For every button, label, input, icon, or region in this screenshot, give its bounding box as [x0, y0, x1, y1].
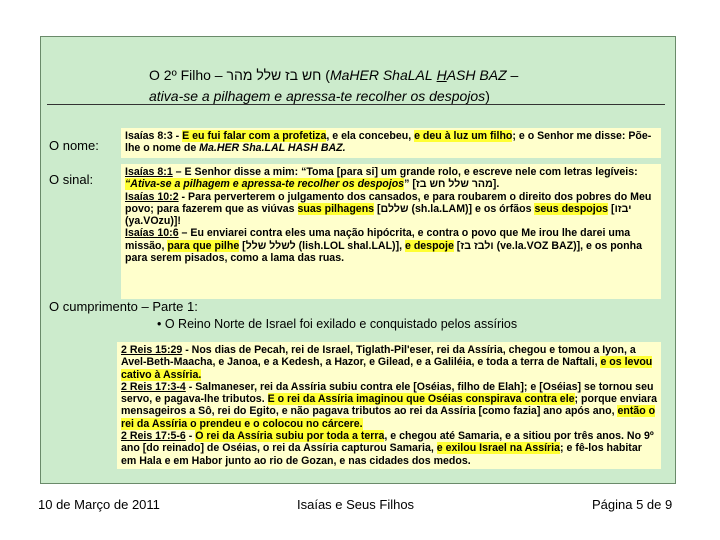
cumprimento-bullet: • O Reino Norte de Israel foi exilado e conquistado pelos assírios — [157, 317, 518, 331]
title-hebrew: חש בז שלל מהר — [226, 67, 322, 83]
verse-2-reis-17-3: 2 Reis 17:3-4 - Salmaneser, rei da Assíria subiu contra ele [Oséias, filho de Elah]; e [Oséias] se tornou seu servo, e pagava-lhe tributos. E o rei da Assíria imaginou que Oséias conspirava contra ele; porque enviara mensageiros a Sô, rei do Egito, e não pagava tributos ao rei da Assíria [como fazia] ano após ano, então o rei da Assíria o prendeu e o colocou no cárcere. — [121, 380, 657, 430]
label-cumprimento: O cumprimento – Parte 1: — [49, 299, 198, 314]
verse-isaias-8-1: Isaías 8:1 – E Senhor disse a mim: “Toma [para si] um grande rolo, e escreve nele com letras legíveis: “Ativa-se a pilhagem e apressa-te recolher os despojos” [מהר שלל חש בז]. — [125, 166, 638, 191]
title-prefix: O 2º Filho – — [149, 67, 227, 83]
slide-frame — [40, 36, 676, 484]
verse-box-cumprimento — [117, 342, 661, 469]
title-paren: ( — [321, 67, 330, 83]
verse-2-reis-15-29: 2 Reis 15:29 - Nos dias de Pecah, rei de Israel, Tiglath-Pil'eser, rei da Assíria, chegou e tomou a Iyon, a Avel-Beth-Maacha, e Janoa, e a Kedesh, a Hazor, e Gilead, e a Galiléia, e toda a terra de Naftali, e os levou cativo à Assíria. — [121, 344, 653, 381]
title-dash: – — [506, 67, 519, 83]
label-sinal: O sinal: — [49, 172, 94, 187]
verse-box-nome: Isaías 8:3 - E eu fui falar com a profetiza, e ela concebeu, e deu à luz um filho; e o Senhor me disse: Põe-lhe o nome de Ma.HER Sha.LAL HASH BAZ. — [121, 128, 661, 158]
footer-page: Página 5 de 9 — [592, 497, 673, 512]
slide-title — [149, 65, 669, 107]
title-transliteration: MaHER ShaLAL HASH BAZ — [329, 67, 507, 83]
title-meaning: ativa-se a pilhagem e apressa-te recolher os despojos — [149, 88, 486, 104]
verse-isaias-10-6: Isaías 10:6 – Eu enviarei contra eles uma nação hipócrita, e contra o povo que Me irou lhe darei uma missão, para que pilhe [לשלל שלל (lish.LOL shal.LAL)], e despoje [ולבז בז (ve.la.VOZ BAZ)], e os ponha para serem pisados, como a lama das ruas. — [125, 227, 642, 265]
title-divider — [47, 104, 665, 105]
label-nome: O nome: — [49, 138, 99, 153]
verse-2-reis-17-5: 2 Reis 17:5-6 - O rei da Assíria subiu por toda a terra, e chegou até Samaria, e a sitiou por três anos. No 9º ano [do reinado] de Oséias, o rei da Assíria capturou Samaria, e exilou Israel na Assíria; e fê-los habitar em Hala e em Habor junto ao rio de Gozan, e nas cidades dos medos. — [121, 430, 654, 467]
footer-title: Isaías e Seus Filhos — [297, 497, 415, 512]
title-line-1 — [149, 65, 669, 86]
verse-box-sinal — [121, 164, 661, 299]
title-line-2: ativa-se a pilhagem e apressa-te recolher os despojos) — [149, 88, 490, 104]
footer-date: 10 de Março de 2011 — [38, 497, 160, 512]
verse-isaias-10-2: Isaías 10:2 - Para perverterem o julgamento dos cansados, e para roubarem o direito dos pobres do Meu povo; para fazerem que as viúvas suas pilhagens [שללם (sh.la.LAM)] e os órfãos seus despojos [יבזו (ya.VOzu)]! — [125, 190, 652, 228]
